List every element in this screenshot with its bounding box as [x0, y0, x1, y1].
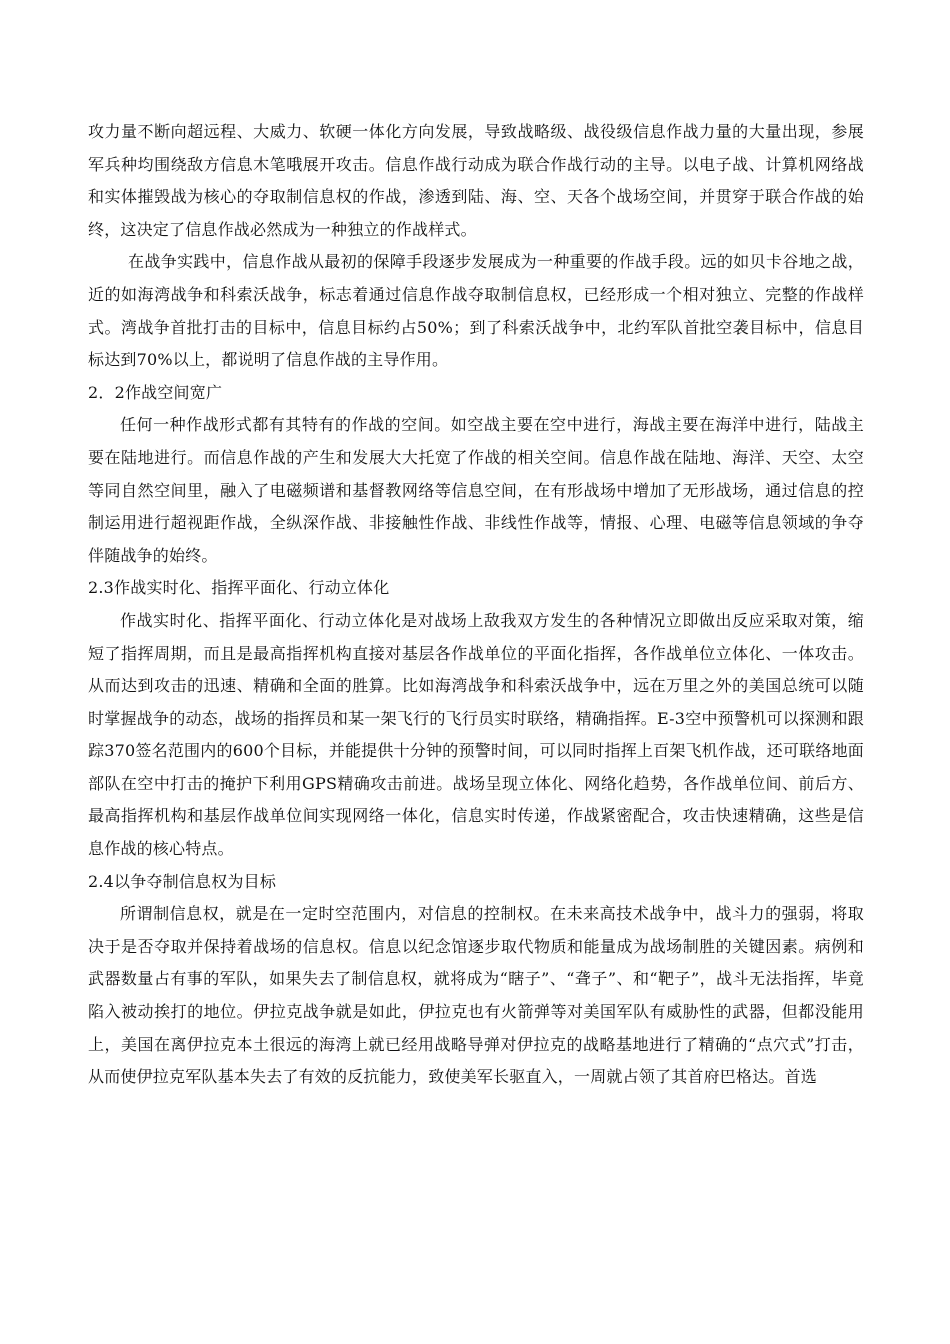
section-heading: 2．2作战空间宽广 [88, 382, 223, 402]
paragraph: 所谓制信息权，就是在一定时空范围内，对信息的控制权。在未来高技术战争中，战斗力的强弱，将取决于是否夺取并保持着战场的信息权。信息以纪念馆逐步取代物质和能量成为战场制胜的关键因素。病例和武器数量占有事的军队，如果失去了制信息权，就将成为“瞎子”、“聋子”、和“靶子”，战斗无法指挥，毕竟陷入被动挨打的地位。伊拉克战争就是如此，伊拉克也有火箭弹等对美国军队有威胁性的武器，但都没能用上，美国在离伊拉克本土很远的海湾上就已经用战略导弹对伊拉克的战略基地进行了精确的“点穴式”打击，从而使伊拉克军队基本失去了有效的反抗能力，致使美军长驱直入，一周就占领了其首府巴格达。首选 [88, 904, 864, 1087]
section-heading: 2.3作战实时化、指挥平面化、行动立体化 [88, 578, 390, 598]
paragraph: 任何一种作战形式都有其特有的作战的空间。如空战主要在空中进行，海战主要在海洋中进行，陆战主要在陆地进行。而信息作战的产生和发展大大托宽了作战的相关空间。信息作战在陆地、海洋、天空、太空等同自然空间里，融入了电磁频谱和基督教网络等信息空间，在有形战场中增加了无形战场，通过信息的控制运用进行超视距作战，全纵深作战、非接触性作战、非线性作战等，情报、心理、电磁等信息领域的争夺伴随战争的始终。 [88, 415, 864, 565]
paragraph: 在战争实践中，信息作战从最初的保障手段逐步发展成为一种重要的作战手段。远的如贝卡谷地之战，近的如海湾战争和科索沃战争，标志着通过信息作战夺取制信息权，已经形成一个相对独立、完整的作战样式。湾战争首批打击的目标中，信息目标约占50%；到了科索沃战争中，北约军队首批空袭目标中，信息目标达到70%以上，都说明了信息作战的主导作用。 [88, 252, 864, 370]
paragraph: 作战实时化、指挥平面化、行动立体化是对战场上敌我双方发生的各种情况立即做出反应采取对策，缩短了指挥周期，而且是最高指挥机构直接对基层各作战单位的平面化指挥，各作战单位立体化、一体攻击。从而达到攻击的迅速、精确和全面的胜算。比如海湾战争和科索沃战争中，远在万里之外的美国总统可以随时掌握战争的动态，战场的指挥员和某一架飞行的飞行员实时联络，精确指挥。E-3空中预警机可以探测和跟踪370签名范围内的600个目标，并能提供十分钟的预警时间，可以同时指挥上百架飞机作战，还可联络地面部队在空中打击的掩护下利用GPS精确攻击前进。战场呈现立体化、网络化趋势，各作战单位间、前后方、最高指挥机构和基层作战单位间实现网络一体化，信息实时传递，作战紧密配合，攻击快速精确，这些是信息作战的核心特点。 [88, 610, 864, 859]
paragraph: 攻力量不断向超远程、大威力、软硬一体化方向发展，导致战略级、战役级信息作战力量的大量出现，参展军兵种均围绕敌方信息木笔哦展开攻击。信息作战行动成为联合作战行动的主导。以电子战、计算机网络战和实体摧毁战为核心的夺取制信息权的作战，渗透到陆、海、空、天各个战场空间，并贯穿于联合作战的始终，这决定了信息作战必然成为一种独立的作战样式。 [88, 122, 864, 239]
section-heading: 2.4以争夺制信息权为目标 [88, 871, 277, 891]
document-body [88, 116, 864, 1094]
